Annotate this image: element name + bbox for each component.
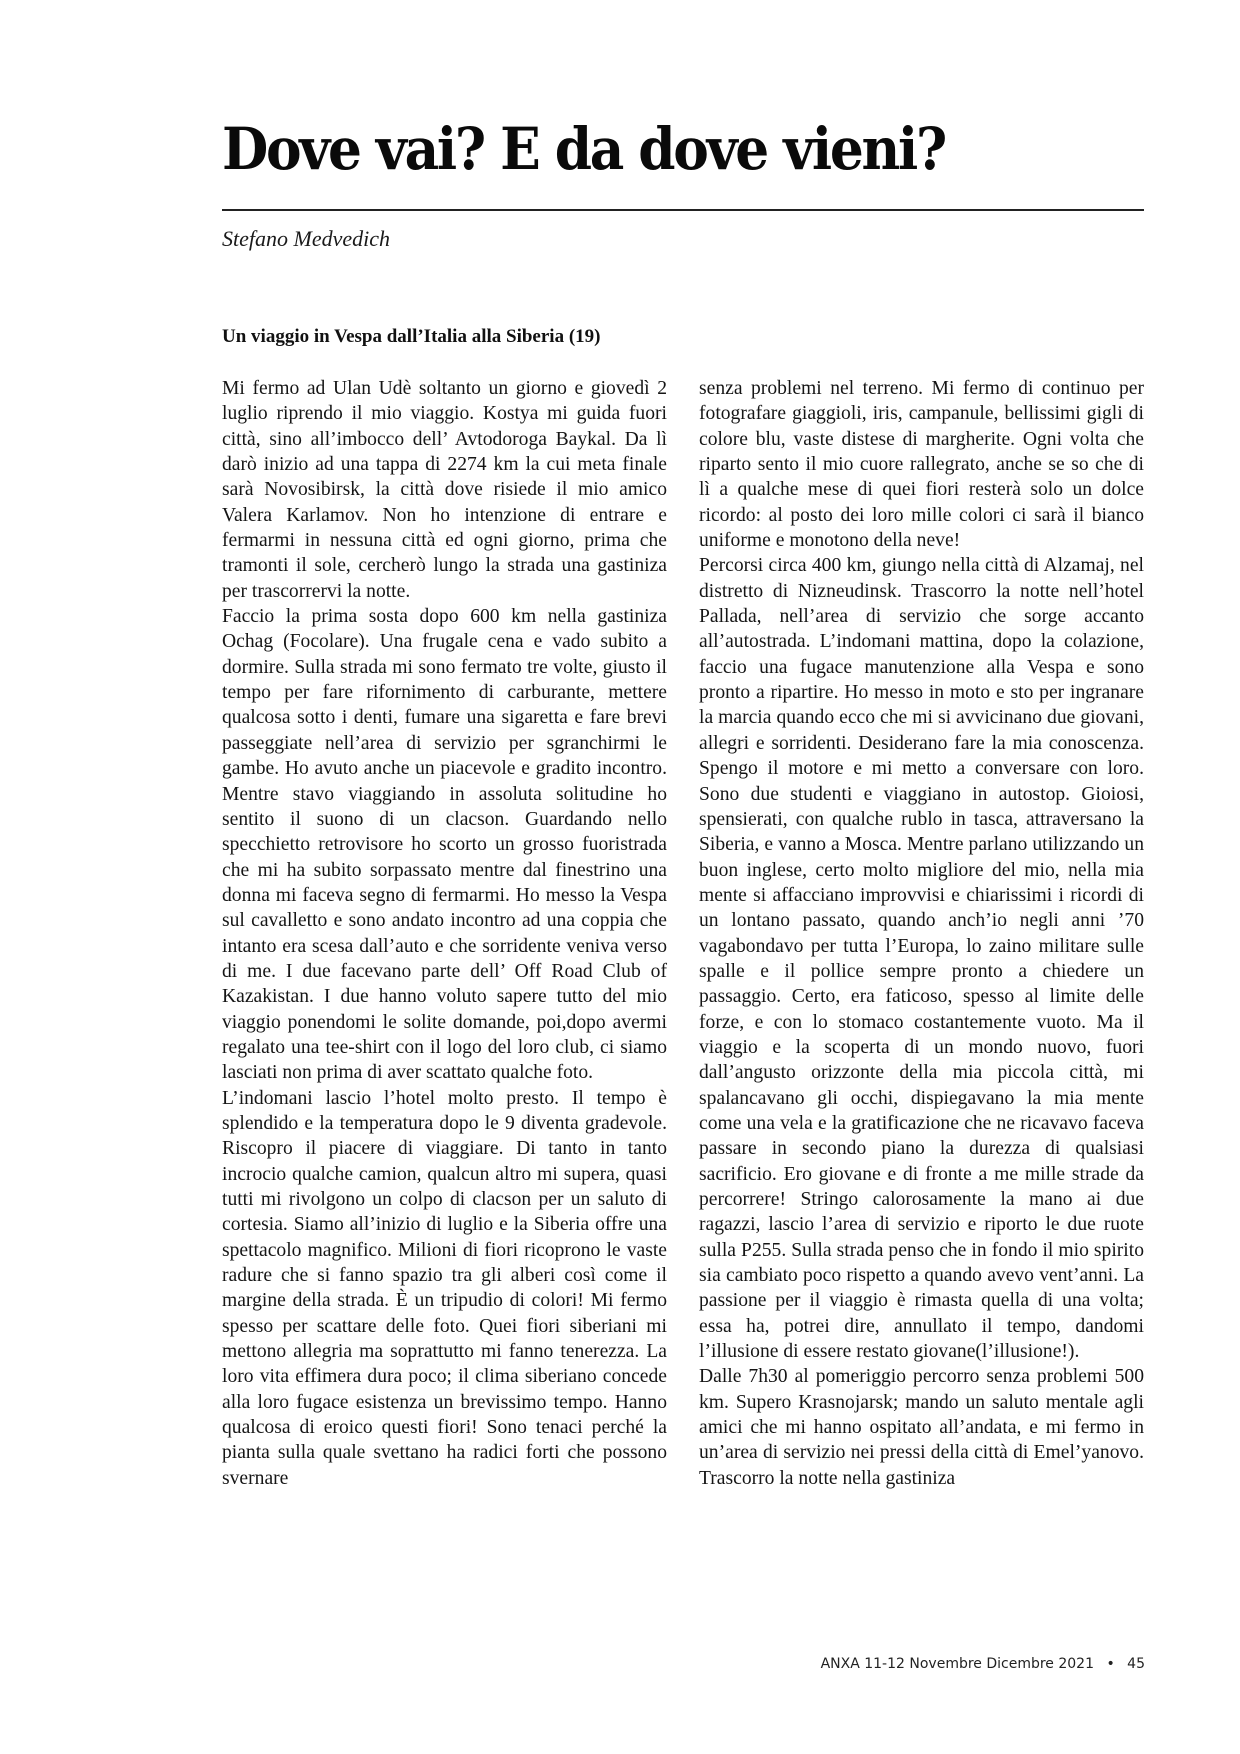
article-subtitle: Un viaggio in Vespa dall’Italia alla Siberia (19)	[222, 326, 601, 347]
text-column-left	[222, 376, 667, 1491]
paragraph: Faccio la prima sosta dopo 600 km nella gastiniza Ochag (Focolare). Una frugale cena e vado subito a dormire. Sulla strada mi sono fermato tre volte, giusto il tempo per fare rifornimento di carburante, mettere qualcosa sotto i denti, fumare una sigaretta e fare brevi passeggiate nell’area di servizio per sgranchirmi le gambe. Ho avuto anche un piacevole e gradito incontro. Mentre stavo viaggiando in assoluta solitudine ho sentito il suono di un clacson. Guardando nello specchietto retrovisore ho scorto un grosso fuoristrada che mi ha subito sorpassato mentre dal finestrino una donna mi faceva segno di fermarmi. Ho messo la Vespa sul cavalletto e sono andato incontro ad una coppia che intanto era scesa dall’auto e che sorridente veniva verso di me. I due facevano parte dell’ Off Road Club of Kazakistan. I due hanno voluto sapere tutto del mio viaggio ponendomi le solite domande, poi,dopo avermi regalato una tee-shirt con il logo del loro club, ci siamo lasciati non prima di aver scattato qualche foto.	[222, 606, 667, 1084]
text-column-right	[699, 376, 1144, 1491]
paragraph: Mi fermo ad Ulan Udè soltanto un giorno e giovedì 2 luglio riprendo il mio viaggio. Kostya mi guida fuori città, sino all’imbocco dell’ Avtodoroga Baykal. Da lì darò inizio ad una tappa di 2274 km la cui meta finale sarà Novosibirsk, la città dove risiede il mio amico Valera Karlamov. Non ho intenzione di entrare e fermarmi in nessuna città ed ogni giorno, prima che tramonti il sole, cercherò lungo la strada una gastiniza per trascorrervi la notte.	[222, 378, 667, 602]
page-title: Dove vai? E da dove vieni?	[222, 115, 945, 183]
paragraph: L’indomani lascio l’hotel molto presto. Il tempo è splendido e la temperatura dopo le 9 diventa gradevole. Riscopro il piacere di viaggiare. Di tanto in tanto incrocio qualche camion, qualcun altro mi supera, quasi tutti mi rivolgono un colpo di clacson per un saluto di cortesia. Siamo all’inizio di luglio e la Siberia offre una spettacolo magnifico. Milioni di fiori ricoprono le vaste radure che si fanno spazio tra gli alberi così come il margine della strada. È un tripudio di colori! Mi fermo spesso per scattare delle foto. Quei fiori siberiani mi mettono allegria ma soprattutto mi fanno tenerezza. La loro vita effimera dura poco; il clima siberiano concede alla loro fugace esistenza un brevissimo tempo. Hanno qualcosa di eroico questi fiori! Sono tenaci perché la pianta sulla quale svettano ha radici forti che possono svernare	[222, 1087, 667, 1489]
paragraph: Percorsi circa 400 km, giungo nella città di Alzamaj, nel distretto di Nizneudinsk. Trascorro la notte nell’hotel Pallada, nell’area di servizio che sorge accanto all’autostrada. L’indomani mattina, dopo la colazione, faccio una fugace manutenzione alla Vespa e sono pronto a ripartire. Ho messo in moto e sto per ingranare la marcia quando ecco che mi si avvicinano due giovani, allegri e sorridenti. Desiderano fare la mia conoscenza. Spengo il motore e mi metto a conversare con loro. Sono due studenti e viaggiano in autostop. Gioiosi, spensierati, con qualche rublo in tasca, attraversano la Siberia, e vanno a Mosca. Mentre parlano utilizzando un buon inglese, certo molto migliore del mio, nella mia mente si affacciano improvvisi e chiarissimi i ricordi di un lontano passato, quando anch’io negli anni ’70 vagabondavo per tutta l’Europa, lo zaino militare sulle spalle e il pollice sempre pronto a chiedere un passaggio. Certo, era faticoso, spesso al limite delle forze, e con lo stomaco costantemente vuoto. Ma il viaggio e la scoperta di un mondo nuovo, fuori dall’angusto orizzonte della mia piccola città, mi spalancavano gli occhi, dispiegavano la mia mente come una vela e la gratificazione che ne ricavavo faceva passare in secondo piano la durezza di qualsiasi sacrificio. Ero giovane e di fronte a me mille strade da percorrere! Stringo calorosamente la mano ai due ragazzi, lascio l’area di servizio e riporto le due ruote sulla P255. Sulla strada penso che in fondo il mio spirito sia cambiato poco rispetto a quando avevo vent’anni. La passione per il viaggio è rimasta quella di una volta; essa ha, potrei dire, annullato il tempo, dandomi l’illusione di essere restato giovane(l’illusione!).	[699, 555, 1144, 1363]
title-divider	[222, 209, 1144, 211]
paragraph: Dalle 7h30 al pomeriggio percorro senza problemi 500 km. Supero Krasnojarsk; mando un saluto mentale agli amici che mi hanno ospitato all’andata, e mi fermo in un’area di servizio nei pressi della città di Emel’yanovo. Trascorro la notte nella gastiniza	[699, 1366, 1144, 1489]
publication-info: ANXA 11-12 Novembre Dicembre 2021	[820, 1656, 1094, 1672]
page-number: 45	[1127, 1656, 1145, 1672]
author-byline: Stefano Medvedich	[222, 226, 390, 251]
bullet-separator-icon: •	[1106, 1656, 1115, 1672]
page-footer	[821, 1656, 1145, 1672]
article-body	[222, 376, 1144, 1491]
paragraph: senza problemi nel terreno. Mi fermo di continuo per fotografare giaggioli, iris, campanule, bellissimi gigli di colore blu, vaste distese di margherite. Ogni volta che riparto sento il mio cuore rallegrato, anche se so che di lì a qualche mese di quei fiori resterà solo un dolce ricordo: al posto dei loro mille colori ci sarà il bianco uniforme e monotono della neve!	[699, 378, 1144, 552]
